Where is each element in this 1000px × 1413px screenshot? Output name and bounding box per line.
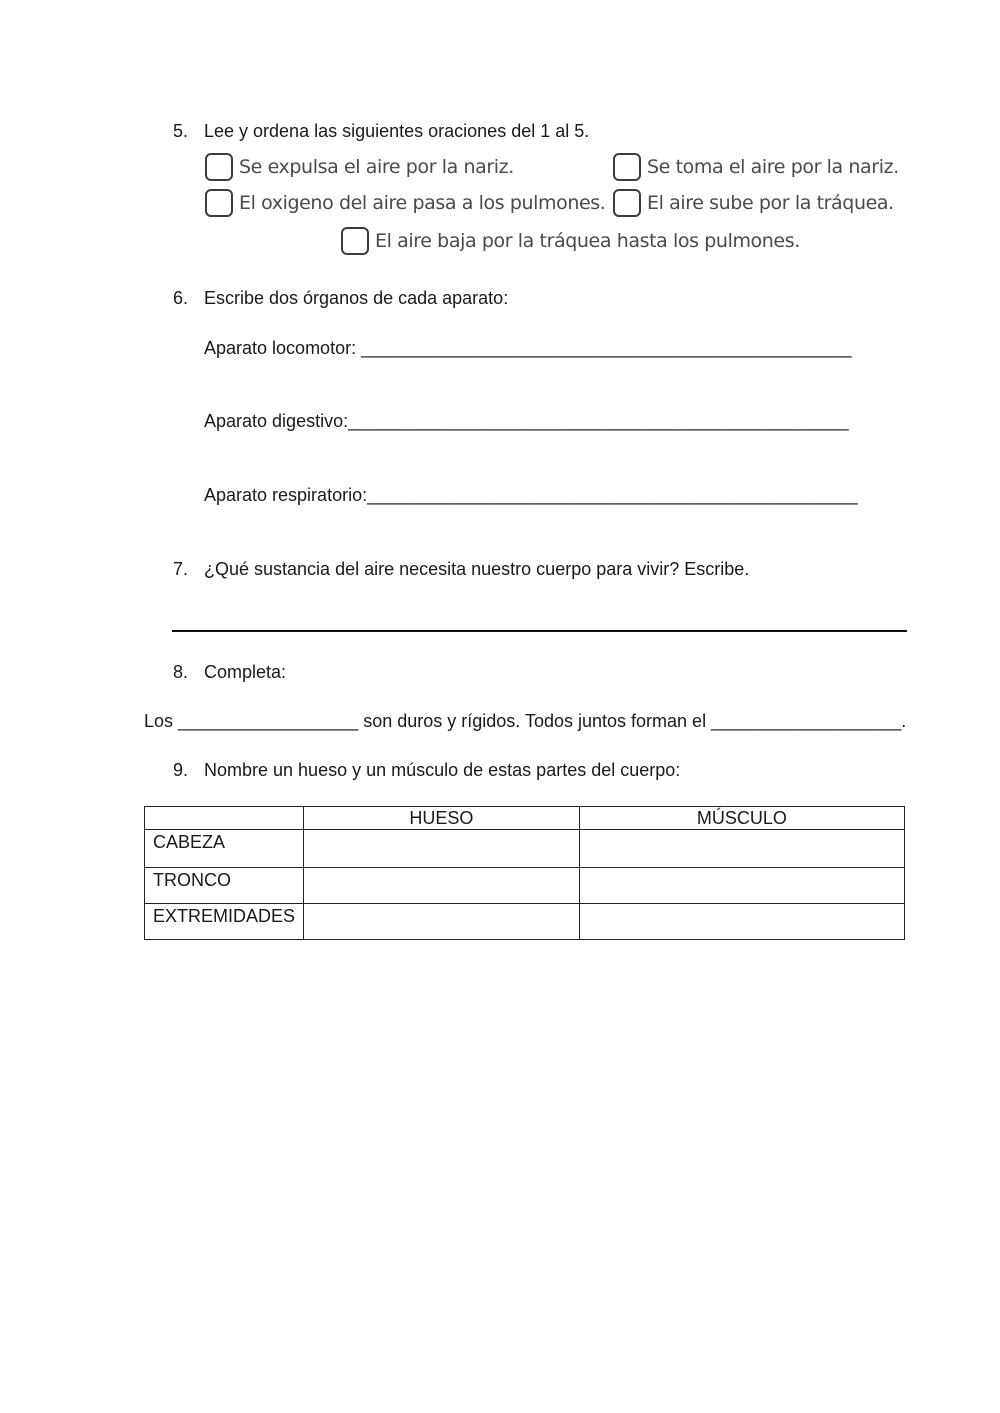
q6-answer-digestivo[interactable]: Aparato digestivo:__________________________________________________	[204, 411, 849, 431]
q5-option-1-checkbox[interactable]	[205, 153, 233, 181]
q5-option-2-text: Se toma el aire por la nariz.	[647, 156, 899, 178]
bones-muscles-table	[144, 806, 905, 940]
q6-prompt: Escribe dos órganos de cada aparato:	[204, 288, 509, 308]
row-label-extremidades: EXTREMIDADES	[145, 904, 304, 940]
q5-option-5-text: El aire baja por la tráquea hasta los pulmones.	[375, 230, 800, 252]
q5-option-1-text: Se expulsa el aire por la nariz.	[239, 156, 514, 178]
q5-prompt: Lee y ordena las siguientes oraciones del 1 al 5.	[204, 121, 590, 141]
q5-option-1	[205, 152, 514, 182]
table-header-row	[145, 807, 905, 830]
q5-option-5	[341, 226, 800, 256]
q8-number: 8.	[173, 662, 189, 682]
q5-option-4	[613, 188, 894, 218]
q7-prompt: ¿Qué sustancia del aire necesita nuestro cuerpo para vivir? Escribe.	[204, 559, 750, 579]
q5-option-4-text: El aire sube por la tráquea.	[647, 192, 894, 214]
q8-sentence[interactable]: Los __________________ son duros y rígidos. Todos juntos forman el ___________________.	[144, 711, 907, 731]
row-label-cabeza: CABEZA	[145, 830, 304, 868]
q5-option-2	[613, 152, 899, 182]
q6-answer-locomotor[interactable]: Aparato locomotor: _________________________________________________	[204, 338, 852, 358]
q6-answer-respiratorio[interactable]: Aparato respiratorio:_________________________________________________	[204, 485, 858, 505]
q9-number: 9.	[173, 760, 189, 780]
q5-option-3-checkbox[interactable]	[205, 189, 233, 217]
q6-number: 6.	[173, 288, 189, 308]
table-row	[145, 868, 905, 904]
q5-option-4-checkbox[interactable]	[613, 189, 641, 217]
q5-option-3-text: El oxigeno del aire pasa a los pulmones.	[239, 192, 606, 214]
q7-number: 7.	[173, 559, 189, 579]
table-row	[145, 830, 905, 868]
cell-extremidades-hueso[interactable]	[304, 904, 580, 940]
q8-prompt: Completa:	[204, 662, 287, 682]
q7-answer-line[interactable]	[172, 630, 907, 632]
cell-cabeza-hueso[interactable]	[304, 830, 580, 868]
q5-option-5-checkbox[interactable]	[341, 227, 369, 255]
q5-option-3	[205, 188, 605, 218]
table-row	[145, 904, 905, 940]
table-header-musculo: MÚSCULO	[579, 807, 904, 830]
table-header-empty	[145, 807, 304, 830]
q5-option-2-checkbox[interactable]	[613, 153, 641, 181]
table-header-hueso: HUESO	[304, 807, 580, 830]
q9-prompt: Nombre un hueso y un músculo de estas partes del cuerpo:	[204, 760, 681, 780]
row-label-tronco: TRONCO	[145, 868, 304, 904]
cell-tronco-hueso[interactable]	[304, 868, 580, 904]
cell-extremidades-musculo[interactable]	[579, 904, 904, 940]
q5-number: 5.	[173, 121, 189, 141]
cell-cabeza-musculo[interactable]	[579, 830, 904, 868]
cell-tronco-musculo[interactable]	[579, 868, 904, 904]
